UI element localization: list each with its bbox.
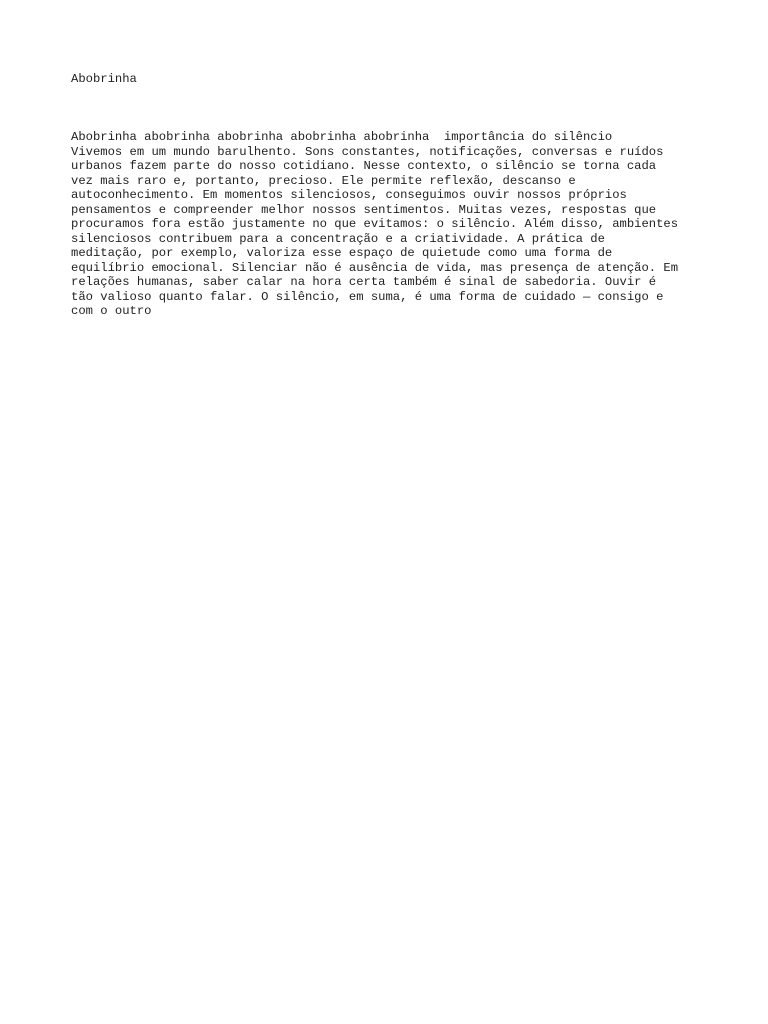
body-line: equilíbrio emocional. Silenciar não é ausência de vida, mas presença de atenção. Em (71, 260, 679, 275)
document-body (71, 130, 711, 319)
body-line: com o outro (71, 304, 152, 318)
body-line: pensamentos e compreender melhor nossos sentimentos. Muitas vezes, respostas que (71, 202, 657, 217)
document-title: Abobrinha (71, 72, 137, 86)
body-line: meditação, por exemplo, valoriza esse espaço de quietude como uma forma de (71, 246, 613, 260)
body-line: silenciosos contribuem para a concentração e a criatividade. A prática de (71, 231, 605, 246)
body-line: autoconhecimento. Em momentos silenciosos, conseguimos ouvir nossos próprios (71, 188, 627, 202)
body-line: vez mais raro e, portanto, precioso. Ele permite reflexão, descanso e (71, 173, 576, 188)
body-line: procuramos fora estão justamente no que evitamos: o silêncio. Além disso, ambientes (71, 217, 679, 231)
body-line: urbanos fazem parte do nosso cotidiano. Nesse contexto, o silêncio se torna cada (71, 159, 657, 173)
body-line: tão valioso quanto falar. O silêncio, em suma, é uma forma de cuidado — consigo e (71, 289, 664, 304)
body-line: Abobrinha abobrinha abobrinha abobrinha abobrinha importância do silêncio (71, 130, 613, 144)
body-line: Vivemos em um mundo barulhento. Sons constantes, notificações, conversas e ruídos (71, 144, 664, 159)
body-line: relações humanas, saber calar na hora certa também é sinal de sabedoria. Ouvir é (71, 275, 657, 289)
